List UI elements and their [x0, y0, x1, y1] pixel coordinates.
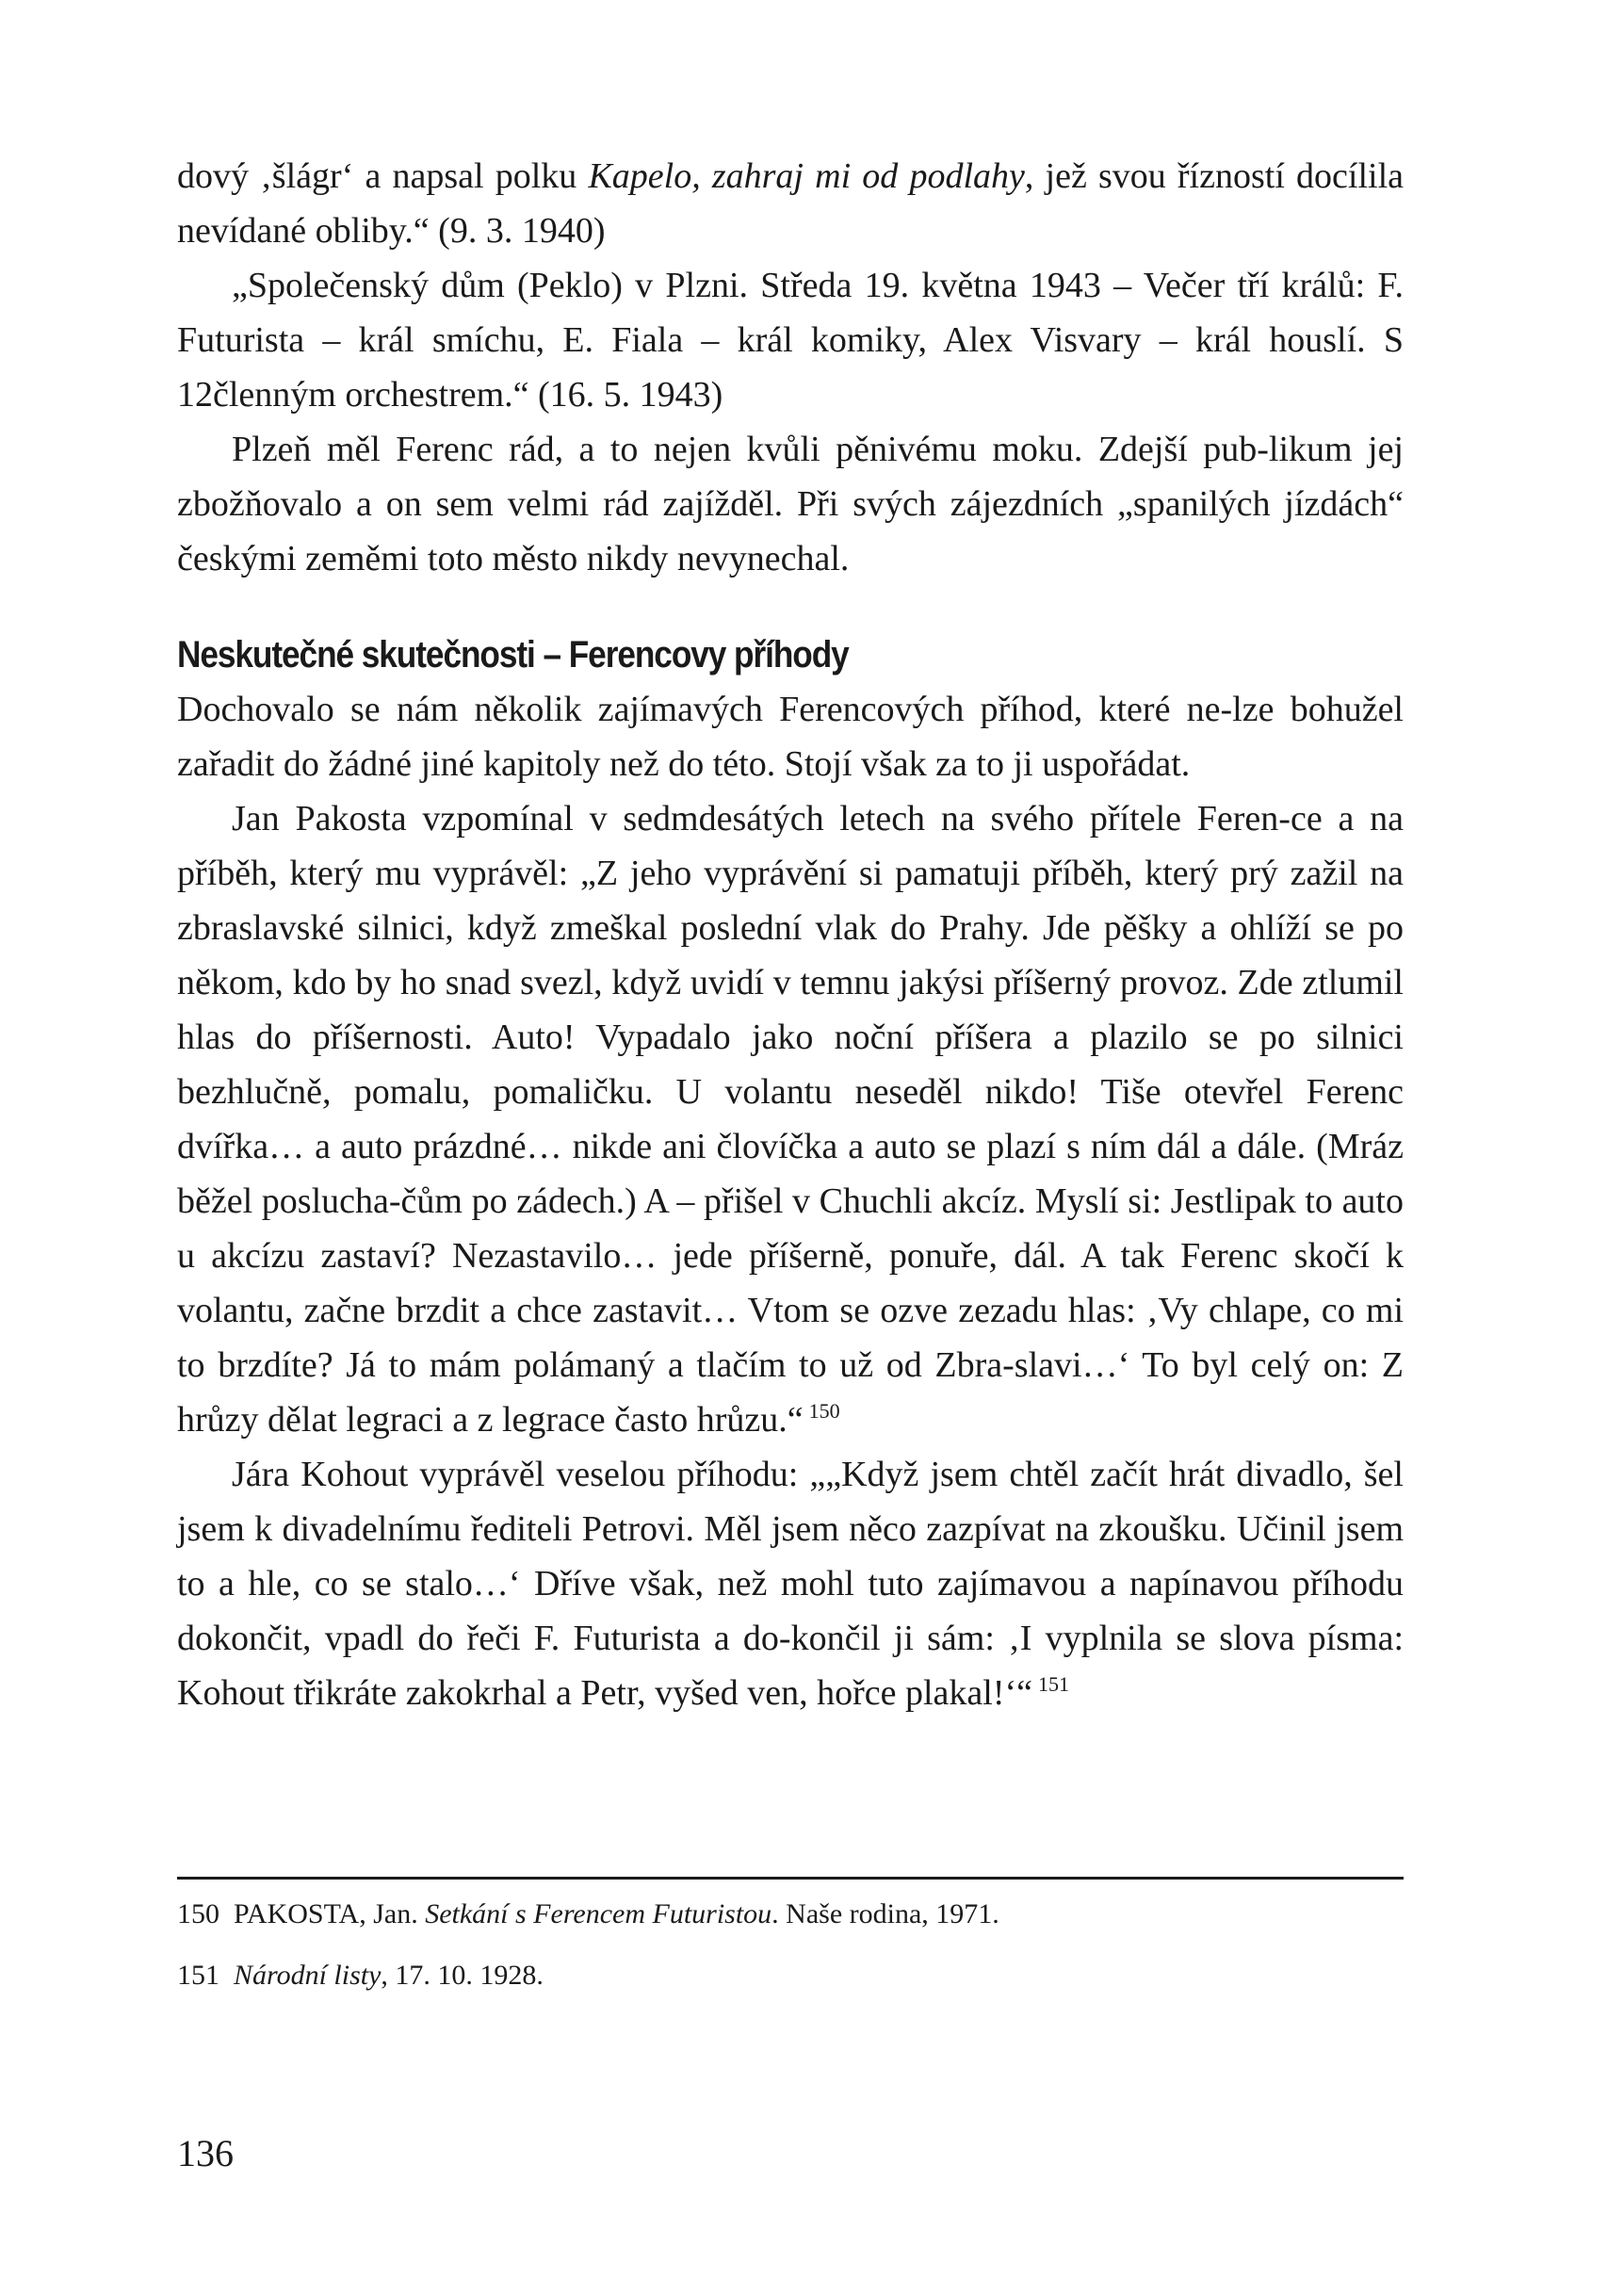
paragraph-kohout: [177, 1447, 1404, 1720]
song-title: Kapelo, zahraj mi od podlahy: [588, 156, 1025, 196]
paragraph-pakosta: [177, 791, 1404, 1447]
footnote-150: [177, 1896, 1404, 1933]
text-run: Jan Pakosta vzpomínal v sedmdesátých letech na svého přítele Feren-ce a na příběh, který mu vyprávěl: „Z jeho vyprávění si pamatuji příběh, který prý zažil na zbraslavské silnici, když zmeškal poslední vlak do Prahy. Jde pěšky a ohlíží se po někom, kdo by ho snad svezl, když uvidí v temnu jakýsi příšerný provoz. Zde ztlumil hlas do příšernosti. Auto! Vypadalo jako noční příšera a plazilo se po silnici bezhlučně, pomalu, pomaličku. U volantu neseděl nikdo! Tiše otevřel Ferenc dvířka… a auto prázdné… nikde ani človíčka a auto se plazí s ním dál a dále. (Mráz běžel poslucha-čům po zádech.) A – přišel v Chuchli akcíz. Myslí si: Jestlipak to auto u akcízu zastaví? Nezastavilo… jede příšerně, ponuře, dál. A tak Ferenc skočí k volantu, začne brzdit a chce zastavit… Vtom se ozve zezadu hlas: ‚Vy chlape, co mi to brzdíte? Já to mám polámaný a tlačím to už od Zbra-slavi…‘ To byl celý on: Z hrůzy dělat legraci a z legrace často hrůzu.“: [177, 799, 1404, 1440]
page-number: 136: [177, 2132, 234, 2174]
source-title: Setkání s Ferencem Futuristou: [425, 1898, 772, 1929]
paragraph-plzen: Plzeň měl Ferenc rád, a to nejen kvůli pěnivému moku. Zdejší pub-likum jej zbožňovalo a on sem velmi rád zajížděl. Při svých zájezdních „spanilých jízdách“ českými zeměmi toto město nikdy nevynechal.: [177, 430, 1404, 578]
section-heading: Neskutečné skutečnosti – Ferencovy příhody: [177, 634, 849, 676]
footnote-number: 150: [177, 1898, 219, 1929]
paragraph-quote-plzen-event: „Společenský dům (Peklo) v Plzni. Středa 19. května 1943 – Večer tří králů: F. Futurista – král smíchu, E. Fiala – král komiky, Alex Visvary – král houslí. S 12členným orchestrem.“ (16. 5. 1943): [177, 266, 1404, 415]
footnote-151: [177, 1957, 1404, 1994]
text-run: , jež svou řízností docílila nevídané obliby.“ (9. 3. 1940): [177, 156, 1404, 251]
text-run: , 17. 10. 1928.: [381, 1960, 544, 1991]
footnotes: [177, 1896, 1404, 2018]
footnote-ref-150[interactable]: 150: [808, 1399, 840, 1423]
text-run: . Naše rodina, 1971.: [771, 1898, 999, 1929]
text-run: Jára Kohout vyprávěl veselou příhodu: „„Když jsem chtěl začít hrát divadlo, šel jsem k divadelnímu řediteli Petrovi. Měl jsem něco zazpívat na zkoušku. Učinil jsem to a hle, co se stalo…‘ Dříve však, než mohl tuto zajímavou a napínavou příhodu dokončit, vpadl do řeči F. Futurista a do-končil ji sám: ‚I vyplnila se slova písma: Kohout třikráte zakokrhal a Petr, vyšed ven, hořce plakal!‘“: [177, 1455, 1404, 1713]
footnote-text: [234, 1957, 544, 1994]
footnote-number: 151: [177, 1960, 219, 1991]
paragraph-intro: Dochovalo se nám několik zajímavých Ferencových příhod, které ne-lze bohužel zařadit do žádné jiné kapitoly než do této. Stojí však za to ji uspořádat.: [177, 690, 1404, 784]
text-run: dový ‚šlágr‘ a napsal polku: [177, 156, 589, 196]
footnote-divider: [177, 1877, 1404, 1880]
footnote-text: [234, 1896, 999, 1933]
page-body: [177, 149, 1404, 1720]
footnote-ref-151[interactable]: 151: [1038, 1672, 1070, 1696]
source-title: Národní listy: [234, 1960, 382, 1991]
paragraph-continuation: [177, 149, 1404, 258]
text-run: PAKOSTA, Jan.: [234, 1898, 426, 1929]
